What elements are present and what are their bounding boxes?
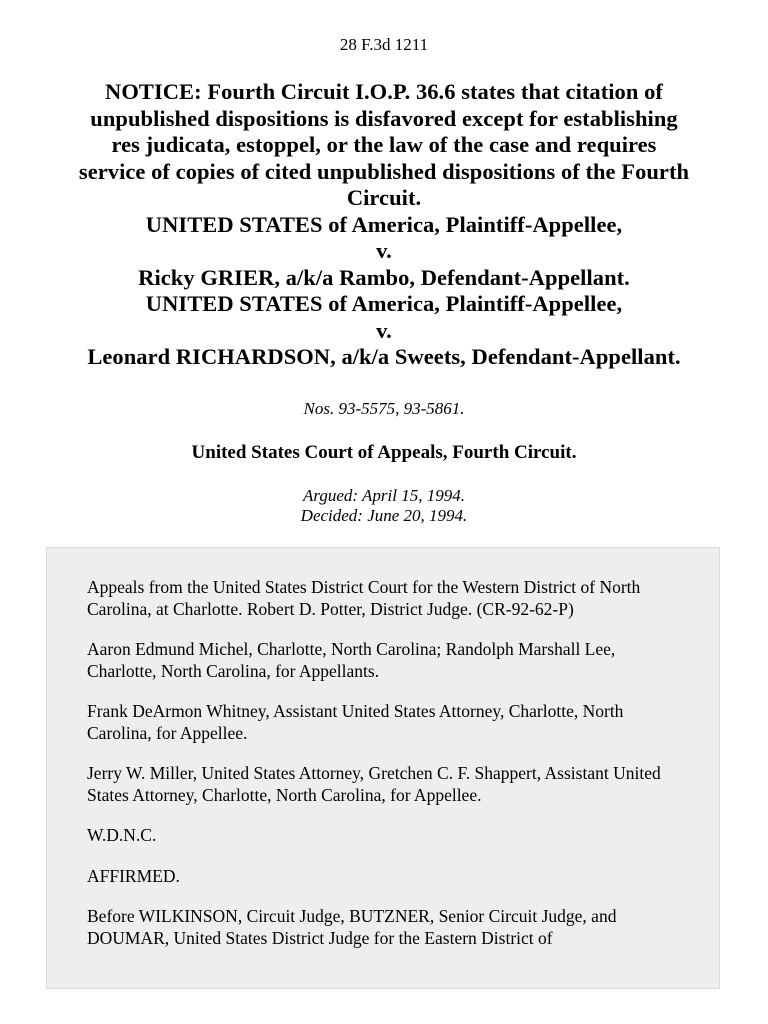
- court-name: United States Court of Appeals, Fourth Circuit.: [191, 442, 577, 463]
- versus-2: v.: [376, 317, 392, 343]
- panel-judges: Before WILKINSON, Circuit Judge, BUTZNER, Senior Circuit Judge, and DOUMAR, United States District Judge for the Eastern District of: [87, 906, 617, 948]
- counsel-appellee-2: Jerry W. Miller, United States Attorney, Gretchen C. F. Shappert, Assistant United States Attorney, Charlotte, North Carolina, for Appellee.: [87, 763, 661, 805]
- decided-date: Decided: June 20, 1994.: [300, 506, 468, 525]
- disposition: AFFIRMED.: [87, 865, 180, 886]
- party-defendant-1: Ricky GRIER, a/k/a Rambo, Defendant-Appellant.: [138, 264, 630, 290]
- district-abbrev: W.D.N.C.: [87, 825, 157, 845]
- party-plaintiff-2: UNITED STATES of America, Plaintiff-Appellee,: [145, 291, 623, 316]
- docket-numbers: Nos. 93-5575, 93-5861.: [303, 399, 465, 418]
- party-defendant-2: Leonard RICHARDSON, a/k/a Sweets, Defendant-Appellant.: [87, 344, 681, 369]
- counsel-appellants: Aaron Edmund Michel, Charlotte, North Carolina; Randolph Marshall Lee, Charlotte, North Carolina, for Appellants.: [87, 639, 616, 681]
- case-citation: 28 F.3d 1211: [339, 35, 429, 54]
- notice-line-5: Circuit.: [346, 185, 422, 210]
- appeal-origin: Appeals from the United States District Court for the Western District of North Carolina, at Charlotte. Robert D. Potter, District Judge. (CR-92-62-P): [87, 577, 641, 619]
- counsel-appellee-1: Frank DeArmon Whitney, Assistant United States Attorney, Charlotte, North Carolina, for Appellee.: [87, 701, 624, 743]
- versus-1: v.: [376, 238, 392, 263]
- notice-line-2: unpublished dispositions is disfavored except for establishing: [90, 105, 678, 131]
- notice-line-1: NOTICE: Fourth Circuit I.O.P. 36.6 states that citation of: [105, 79, 663, 104]
- case-caption: [30, 79, 738, 371]
- notice-line-4: service of copies of cited unpublished dispositions of the Fourth: [78, 158, 690, 184]
- case-summary-content: [87, 577, 687, 968]
- party-plaintiff-1: UNITED STATES of America, Plaintiff-Appellee,: [145, 211, 623, 237]
- case-dates: [0, 486, 768, 526]
- notice-line-3: res judicata, estoppel, or the law of the case and requires: [111, 132, 657, 157]
- argued-date: Argued: April 15, 1994.: [303, 486, 465, 505]
- case-summary-box: [46, 547, 720, 989]
